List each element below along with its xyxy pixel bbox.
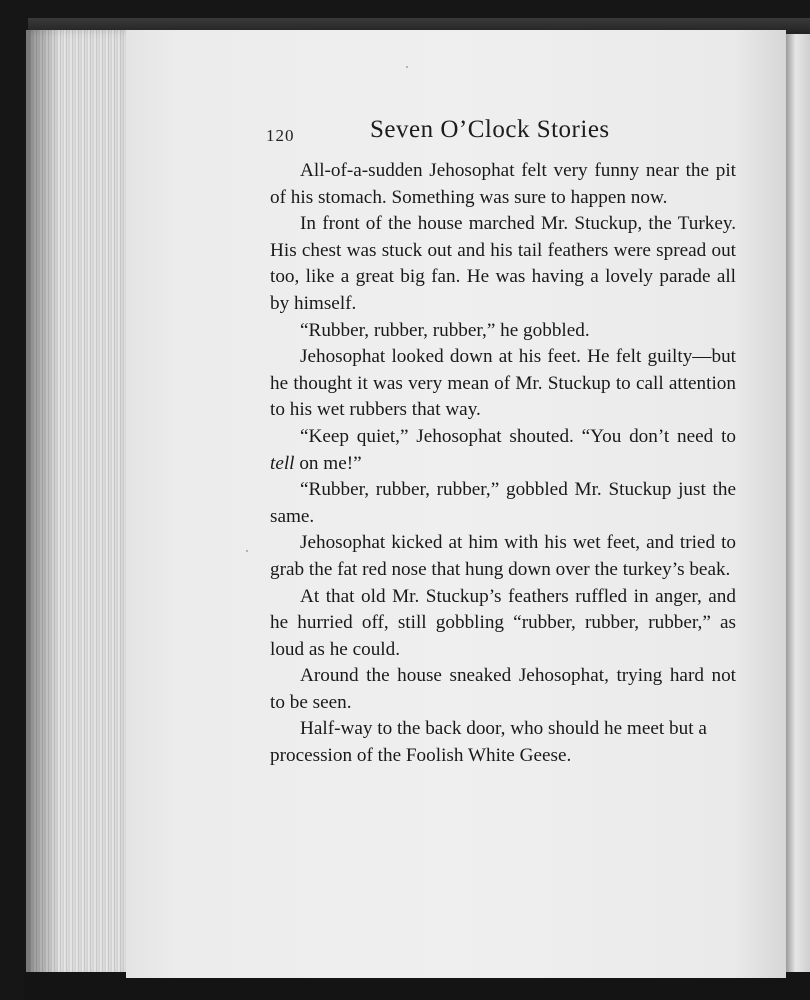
paragraph: “Rubber, rubber, rubber,” gobbled Mr. Stuckup just the same. (270, 479, 736, 527)
paragraph: Around the house sneaked Jehosophat, trying hard not to be seen. (270, 665, 736, 713)
page-number: 120 (266, 126, 295, 145)
running-title: Seven O’Clock Stories (370, 116, 610, 143)
paragraph: Jehosophat looked down at his feet. He felt guilty—but he thought it was very mean of Mr. Stuckup to call attention to his wet rubbers that way. (270, 346, 736, 421)
emphasized-word: tell (270, 452, 295, 474)
paragraph: In front of the house marched Mr. Stuckup, the Turkey. His chest was stuck out and his tail feathers were spread out too, like a great big fan. He was having a lovely parade all by himself. (270, 213, 736, 314)
paragraph: At that old Mr. Stuckup’s feathers ruffled in anger, and he hurried off, still gobbling “rubber, rubber, rubber,” as loud as he could. (270, 585, 736, 660)
binding-shadow (30, 30, 60, 978)
paragraph: Half-way to the back door, who should he meet but a procession of the Foolish White Geese. (270, 718, 707, 767)
paper-speck (246, 550, 248, 552)
paragraph-text: “Keep quiet,” Jehosophat shouted. “You don’t need to (300, 425, 736, 447)
paragraph: “Rubber, rubber, rubber,” he gobbled. (300, 319, 590, 341)
paragraph: Jehosophat kicked at him with his wet feet, and tried to grab the fat red nose that hung down over the turkey’s beak. (270, 532, 736, 580)
paragraph (270, 424, 736, 477)
body-text (270, 158, 736, 770)
facing-page-edge (786, 34, 810, 974)
paragraph-text: on me!” (294, 452, 362, 474)
paragraph: All-of-a-sudden Jehosophat felt very funny near the pit of his stomach. Something was sure to happen now. (270, 160, 736, 208)
page-header (266, 114, 736, 150)
page-edges (26, 30, 134, 978)
paper-speck (406, 66, 408, 68)
